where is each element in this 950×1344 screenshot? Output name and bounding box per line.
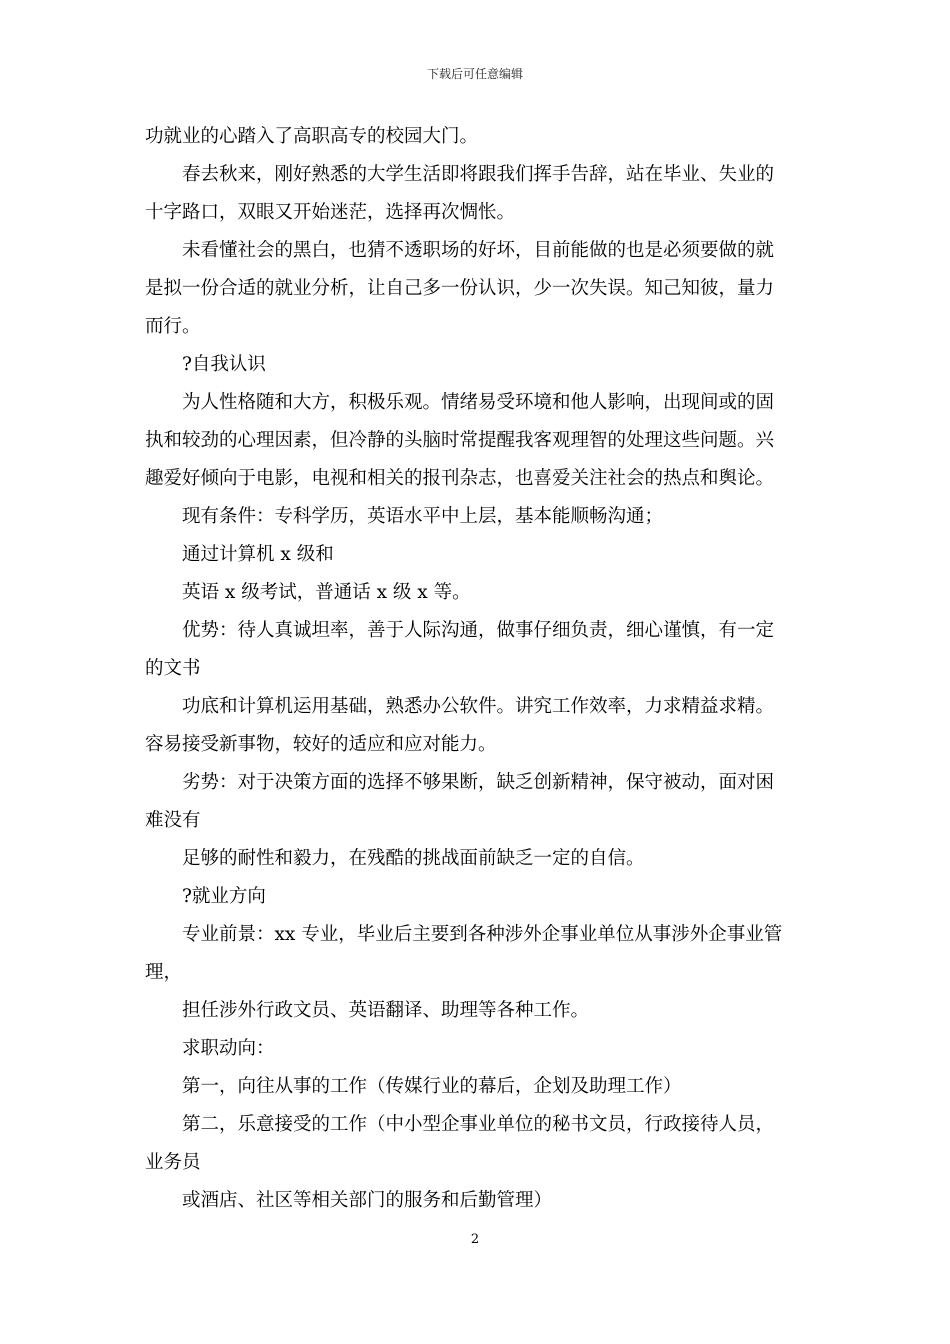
text-line: 未看懂社会的黑白，也猜不透职场的好坏，目前能做的也是必须要做的就 [182, 240, 775, 261]
text-line: 执和较劲的心理因素，但冷静的头脑时常提醒我客观理智的处理这些问题。兴 [145, 430, 775, 451]
text-line: 难没有 [145, 810, 201, 831]
text-line: 趣爱好倾向于电影，电视和相关的报刊杂志，也喜爱关注社会的热点和舆论。 [145, 468, 775, 489]
text-line: 是拟一份合适的就业分析，让自己多一份认识，少一次失误。知己知彼，量力 [145, 278, 775, 299]
text-line: 十字路口，双眼又开始迷茫，选择再次惆怅。 [145, 202, 516, 223]
page-header: 下载后可任意编辑 [426, 67, 523, 81]
text-line: 英语 x 级考试，普通话 x 级 x 等。 [182, 582, 471, 603]
text-line: 为人性格随和大方，积极乐观。情绪易受环境和他人影响，出现间或的固 [182, 392, 775, 413]
text-line: 第一，向往从事的工作（传媒行业的幕后，企划及助理工作） [182, 1076, 682, 1097]
text-line: 优势：待人真诚坦率，善于人际沟通，做事仔细负责，细心谨慎，有一定 [182, 620, 775, 641]
text-line: 通过计算机 x 级和 [182, 544, 334, 565]
text-line: 劣势：对于决策方面的选择不够果断，缺乏创新精神，保守被动，面对困 [182, 772, 775, 793]
text-line: 的文书 [145, 658, 201, 679]
text-line: 春去秋来，刚好熟悉的大学生活即将跟我们挥手告辞，站在毕业、失业的 [182, 164, 775, 185]
document-body [145, 118, 810, 1220]
text-line: 而行。 [145, 316, 201, 337]
text-line: 容易接受新事物，较好的适应和应对能力。 [145, 734, 497, 755]
text-line: 理， [145, 962, 183, 983]
text-line: 功底和计算机运用基础，熟悉办公软件。讲究工作效率，力求精益求精。 [182, 696, 775, 717]
page-number: 2 [470, 1232, 480, 1247]
text-line: 足够的耐性和毅力，在残酷的挑战面前缺乏一定的自信。 [182, 848, 645, 869]
text-line: 担任涉外行政文员、英语翻译、助理等各种工作。 [182, 1000, 590, 1021]
section-heading-self-awareness: ?自我认识 [182, 354, 266, 375]
section-heading-employment-direction: ?就业方向 [182, 886, 266, 907]
text-line: 或酒店、社区等相关部门的服务和后勤管理） [182, 1190, 553, 1211]
text-line: 现有条件：专科学历，英语水平中上层，基本能顺畅沟通； [182, 506, 664, 527]
text-line: 专业前景：xx 专业，毕业后主要到各种涉外企事业单位从事涉外企事业管 [182, 924, 783, 945]
text-line: 第二，乐意接受的工作（中小型企事业单位的秘书文员，行政接待人员， [182, 1114, 775, 1135]
text-line: 业务员 [145, 1152, 201, 1173]
text-line: 求职动向： [182, 1038, 275, 1059]
text-line: 功就业的心踏入了高职高专的校园大门。 [145, 126, 479, 147]
